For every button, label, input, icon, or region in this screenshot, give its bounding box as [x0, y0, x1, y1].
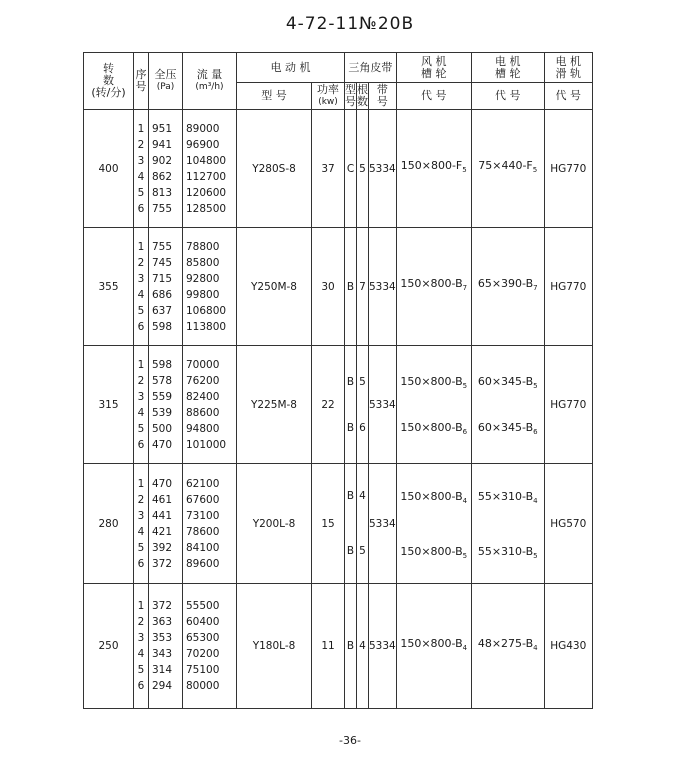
- pressure-cell-item: 559: [152, 390, 173, 403]
- pressure-cell: [149, 346, 183, 464]
- pressure-cell-item: 941: [152, 138, 173, 151]
- seq-cell-item: 5: [137, 541, 145, 554]
- belt-count-cell: [357, 584, 369, 709]
- flow-cell-item: 92800: [186, 272, 220, 285]
- pressure-cell: [149, 110, 183, 228]
- pressure-cell-item: 951: [152, 122, 173, 135]
- flow-cell-item: 89000: [186, 122, 220, 135]
- speed-cell: 250: [84, 584, 134, 709]
- flow-cell-item: 128500: [186, 202, 227, 215]
- flow-cell-item: 112700: [186, 170, 227, 183]
- speed-cell: 315: [84, 346, 134, 464]
- fan-pulley-cell-item: $150\times 800-B_7$: [400, 277, 468, 293]
- seq-cell-item: 6: [137, 202, 145, 215]
- belt-count-cell-item: 6: [359, 421, 366, 434]
- seq-cell-item: 2: [137, 616, 145, 628]
- flow-cell-item: 70000: [186, 358, 220, 371]
- motor-pulley-cell: [471, 346, 544, 464]
- pressure-cell-item: 862: [152, 170, 173, 183]
- flow-cell-item: 65300: [186, 632, 220, 644]
- pressure-cell-item: 343: [152, 648, 173, 660]
- motor-pulley-cell: [471, 110, 544, 228]
- seq-cell-item: 1: [137, 600, 145, 612]
- seq-cell-item: 3: [137, 154, 145, 167]
- pressure-cell-item: 578: [152, 374, 173, 387]
- flow-cell-item: 67600: [186, 493, 220, 506]
- belt-type-cell: [345, 228, 357, 346]
- belt-count-cell: [357, 228, 369, 346]
- seq-cell-item: 6: [137, 438, 145, 451]
- motor-pulley-cell-item: $55\times 310-B_4$: [477, 489, 538, 505]
- belt-count-cell-item: 5: [359, 162, 366, 175]
- motor-pulley-cell-item: $55\times 310-B_5$: [477, 544, 538, 560]
- belt-type-cell-item: B: [346, 280, 355, 293]
- pressure-cell-item: 902: [152, 154, 173, 167]
- header-motor-pulley-code: 代 号: [471, 83, 544, 110]
- flow-cell: [183, 346, 237, 464]
- belt-count-cell: [357, 464, 369, 584]
- pressure-cell-item: 539: [152, 406, 173, 419]
- motor-model-cell: Y280S-8: [237, 110, 312, 228]
- header-rail-code: 代 号: [544, 83, 592, 110]
- pressure-cell-item: 813: [152, 186, 173, 199]
- header-belt-count: 根 数: [357, 83, 368, 108]
- seq-cell-item: 1: [137, 477, 145, 490]
- pressure-cell-item: 755: [152, 202, 173, 215]
- speed-group-row: [84, 346, 593, 464]
- pressure-cell-item: 686: [152, 288, 173, 301]
- fan-pulley-cell: [396, 584, 471, 709]
- pressure-cell: [149, 228, 183, 346]
- seq-cell-item: 3: [137, 390, 145, 403]
- belt-code-cell: 5334: [369, 110, 397, 228]
- belt-type-cell-item: B: [346, 421, 355, 434]
- seq-cell-item: 1: [137, 240, 145, 253]
- flow-cell-item: 55500: [186, 600, 220, 612]
- speed-group-row: [84, 464, 593, 584]
- header-row-top: [84, 53, 593, 83]
- flow-cell-item: 73100: [186, 509, 220, 522]
- header-rail: 电 机 滑 轨: [544, 53, 592, 83]
- seq-cell-item: 3: [137, 632, 145, 644]
- speed-group-row: [84, 228, 593, 346]
- header-belt-code: 带 号: [369, 83, 397, 110]
- header-motor-pulley: 电 机 槽 轮: [471, 53, 544, 83]
- seq-cell-item: 5: [137, 422, 145, 435]
- flow-cell: [183, 464, 237, 584]
- speed-cell: 355: [84, 228, 134, 346]
- speed-cell: 280: [84, 464, 134, 584]
- fan-pulley-cell-item: $150\times 800-B_5$: [400, 374, 468, 390]
- pressure-cell-item: 598: [152, 358, 173, 371]
- belt-type-cell: [345, 584, 357, 709]
- motor-pulley-cell: [471, 584, 544, 709]
- belt-count-cell-item: 4: [359, 640, 366, 652]
- seq-cell: [134, 110, 149, 228]
- flow-cell-item: 94800: [186, 422, 220, 435]
- seq-cell-item: 5: [137, 664, 145, 676]
- flow-cell-item: 120600: [186, 186, 227, 199]
- seq-cell: [134, 228, 149, 346]
- rail-cell: HG770: [544, 346, 592, 464]
- motor-model-cell: Y180L-8: [237, 584, 312, 709]
- seq-cell: [134, 464, 149, 584]
- header-flow: 流 量 (m³/h): [183, 53, 237, 110]
- belt-code-cell: 5334: [369, 584, 397, 709]
- rail-cell: HG570: [544, 464, 592, 584]
- seq-cell-item: 4: [137, 170, 145, 183]
- header-motor: 电 动 机: [237, 53, 345, 83]
- header-fan-pulley-code: 代 号: [396, 83, 471, 110]
- rail-cell: HG770: [544, 228, 592, 346]
- motor-model-cell: Y250M-8: [237, 228, 312, 346]
- motor-pulley-cell-item: $60\times 345-B_6$: [477, 420, 538, 436]
- header-belt: 三角皮带: [345, 53, 397, 83]
- belt-count-cell-item: 5: [359, 544, 366, 557]
- pressure-cell: [149, 464, 183, 584]
- header-belt-type: 型 号: [345, 83, 356, 108]
- flow-cell-item: 62100: [186, 477, 220, 490]
- belt-type-cell-item: B: [346, 544, 355, 557]
- fan-pulley-cell: [396, 110, 471, 228]
- header-pressure: 全压 (Pa): [149, 53, 183, 110]
- flow-cell-item: 78600: [186, 525, 220, 538]
- seq-cell-item: 2: [137, 138, 145, 151]
- motor-model-cell: Y225M-8: [237, 346, 312, 464]
- belt-type-cell: [345, 464, 357, 584]
- motor-power-cell: 30: [312, 228, 345, 346]
- flow-cell-item: 80000: [186, 680, 220, 692]
- belt-type-cell-item: C: [346, 162, 355, 175]
- fan-pulley-cell: [396, 346, 471, 464]
- pressure-cell-item: 372: [152, 557, 173, 570]
- motor-power-cell: 37: [312, 110, 345, 228]
- pressure-cell-item: 637: [152, 304, 173, 317]
- seq-cell: [134, 346, 149, 464]
- seq-cell-item: 4: [137, 406, 145, 419]
- speed-group-row: [84, 110, 593, 228]
- flow-cell-item: 96900: [186, 138, 220, 151]
- flow-cell-item: 70200: [186, 648, 220, 660]
- belt-type-cell-item: B: [346, 375, 355, 388]
- flow-cell-item: 106800: [186, 304, 227, 317]
- header-motor-model: 型 号: [237, 83, 312, 110]
- pressure-cell-item: 598: [152, 320, 173, 333]
- belt-type-cell-item: B: [346, 489, 355, 502]
- speed-group-row: [84, 584, 593, 709]
- flow-cell-item: 113800: [186, 320, 227, 333]
- seq-cell-item: 2: [137, 493, 145, 506]
- seq-cell-item: 4: [137, 648, 145, 660]
- belt-count-cell-item: 7: [359, 280, 366, 293]
- pressure-cell-item: 372: [152, 600, 173, 612]
- seq-cell: [134, 584, 149, 709]
- seq-cell-item: 5: [137, 186, 145, 199]
- seq-cell-item: 6: [137, 680, 145, 692]
- belt-count-cell: [357, 346, 369, 464]
- belt-code-cell: 5334: [369, 464, 397, 584]
- seq-cell-item: 6: [137, 557, 145, 570]
- page-title: 4-72-11№20B: [285, 14, 415, 34]
- pressure-cell-item: 363: [152, 616, 173, 628]
- motor-pulley-cell-item: $60\times 345-B_5$: [477, 374, 538, 390]
- flow-cell: [183, 228, 237, 346]
- belt-type-cell: [345, 346, 357, 464]
- pressure-cell-item: 500: [152, 422, 173, 435]
- pressure-cell-item: 461: [152, 493, 173, 506]
- seq-cell-item: 3: [137, 272, 145, 285]
- belt-count-cell-item: 4: [359, 489, 366, 502]
- belt-count-cell: [357, 110, 369, 228]
- pressure-cell-item: 392: [152, 541, 173, 554]
- flow-cell-item: 85800: [186, 256, 220, 269]
- seq-cell-item: 4: [137, 288, 145, 301]
- flow-cell-item: 78800: [186, 240, 220, 253]
- speed-cell: 400: [84, 110, 134, 228]
- motor-pulley-cell-item: $48\times 275-B_4$: [477, 636, 538, 653]
- belt-count-cell-item: 5: [359, 375, 366, 388]
- motor-power-cell: 11: [312, 584, 345, 709]
- flow-cell: [183, 584, 237, 709]
- fan-pulley-cell: [396, 228, 471, 346]
- pressure-cell-item: 294: [152, 680, 173, 692]
- pressure-cell-item: 715: [152, 272, 173, 285]
- seq-cell-item: 4: [137, 525, 145, 538]
- flow-cell-item: 88600: [186, 406, 220, 419]
- motor-power-cell: 15: [312, 464, 345, 584]
- fan-pulley-cell-item: $150\times 800-B_5$: [400, 544, 468, 560]
- motor-pulley-cell-item: $65\times 390-B_7$: [477, 277, 538, 293]
- flow-cell-item: 99800: [186, 288, 220, 301]
- fan-spec-table: [83, 52, 593, 709]
- seq-cell-item: 6: [137, 320, 145, 333]
- header-seq: 序 号: [134, 53, 149, 110]
- flow-cell: [183, 110, 237, 228]
- seq-cell-item: 1: [137, 122, 145, 135]
- pressure-cell-item: 353: [152, 632, 173, 644]
- motor-pulley-cell: [471, 228, 544, 346]
- header-speed: 转 数 (转/分): [84, 53, 134, 110]
- page-number: -36-: [339, 734, 361, 747]
- motor-pulley-cell-item: $75\times 440-F_5$: [478, 159, 538, 175]
- header-motor-power: 功率 (kw): [312, 83, 345, 110]
- belt-code-cell: 5334: [369, 346, 397, 464]
- flow-cell-item: 75100: [186, 664, 220, 676]
- seq-cell-item: 1: [137, 358, 145, 371]
- motor-power-cell: 22: [312, 346, 345, 464]
- rail-cell: HG770: [544, 110, 592, 228]
- fan-pulley-cell: [396, 464, 471, 584]
- seq-cell-item: 3: [137, 509, 145, 522]
- flow-cell-item: 82400: [186, 390, 220, 403]
- rail-cell: HG430: [544, 584, 592, 709]
- pressure-cell-item: 421: [152, 525, 173, 538]
- belt-code-cell: 5334: [369, 228, 397, 346]
- fan-pulley-cell-item: $150\times 800-B_6$: [400, 420, 468, 436]
- flow-cell-item: 101000: [186, 438, 227, 451]
- pressure-cell-item: 755: [152, 240, 173, 253]
- flow-cell-item: 60400: [186, 616, 220, 628]
- motor-model-cell: Y200L-8: [237, 464, 312, 584]
- pressure-cell: [149, 584, 183, 709]
- belt-type-cell: [345, 110, 357, 228]
- header-fan-pulley: 风 机 槽 轮: [396, 53, 471, 83]
- flow-cell-item: 84100: [186, 541, 220, 554]
- pressure-cell-item: 441: [152, 509, 173, 522]
- pressure-cell-item: 745: [152, 256, 173, 269]
- seq-cell-item: 5: [137, 304, 145, 317]
- pressure-cell-item: 470: [152, 477, 173, 490]
- fan-pulley-cell-item: $150\times 800-B_4$: [400, 636, 468, 653]
- motor-pulley-cell: [471, 464, 544, 584]
- pressure-cell-item: 470: [152, 438, 173, 451]
- flow-cell-item: 89600: [186, 557, 220, 570]
- flow-cell-item: 76200: [186, 374, 220, 387]
- seq-cell-item: 2: [137, 374, 145, 387]
- fan-pulley-cell-item: $150\times 800-B_4$: [400, 489, 468, 505]
- pressure-cell-item: 314: [152, 664, 173, 676]
- belt-type-cell-item: B: [346, 640, 355, 652]
- flow-cell-item: 104800: [186, 154, 227, 167]
- seq-cell-item: 2: [137, 256, 145, 269]
- fan-pulley-cell-item: $150\times 800-F_5$: [400, 159, 467, 175]
